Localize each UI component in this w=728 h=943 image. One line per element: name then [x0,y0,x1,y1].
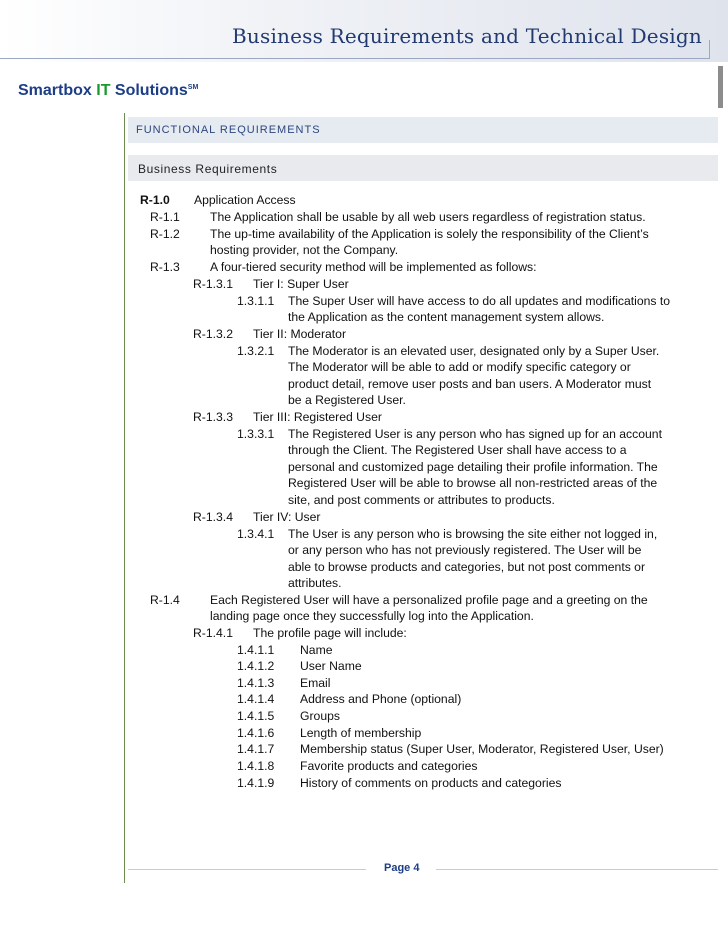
company-name [18,82,198,100]
profile-item-id: 1.4.1.2 [237,659,275,673]
profile-item-text: Favorite products and categories [300,759,478,773]
requirement-text: A four-tiered security method will be implemented as follows: [210,260,537,274]
requirement-text: through the Client. The Registered User shall have access to a [288,443,627,457]
section-heading-business [128,155,718,181]
footer-rule-left [128,869,366,870]
requirement-text: landing page once they successfully log into the Application. [210,609,534,623]
footer-rule-right [436,869,718,870]
requirement-id: R-1.3.2 [193,327,233,341]
requirement-text: attributes. [288,576,342,590]
profile-item-text: Name [300,643,333,657]
profile-item-id: 1.4.1.3 [237,676,275,690]
requirement-id: R-1.3.4 [193,510,233,524]
service-mark: SM [187,84,199,91]
profile-item-id: 1.4.1.9 [237,776,275,790]
requirement-id: 1.3.2.1 [237,344,275,358]
requirement-text: Registered User will be able to browse all non-restricted areas of the [288,476,658,490]
requirement-text: hosting provider, not the Company. [210,243,399,257]
profile-item-id: 1.4.1.5 [237,709,275,723]
right-margin-bar [718,66,723,108]
requirement-text: The up-time availability of the Application is solely the responsibility of the Client’s [210,227,649,241]
page-number: Page 4 [384,862,420,874]
requirement-id: R-1.0 [140,193,170,207]
margin-rule [124,113,125,883]
requirement-text: The profile page will include: [253,626,407,640]
profile-item-text: Membership status (Super User, Moderator, Registered User, User) [300,742,664,756]
header-tick [709,40,710,59]
requirement-id: R-1.3 [150,260,180,274]
requirement-text: The Registered User is any person who has signed up for an account [288,427,662,441]
requirement-text: be a Registered User. [288,393,406,407]
profile-item-id: 1.4.1.8 [237,759,275,773]
header-rule [0,58,710,59]
requirement-text: Each Registered User will have a personalized profile page and a greeting on the [210,593,648,607]
document-title: Business Requirements and Technical Design [232,24,702,48]
requirement-id: R-1.2 [150,227,180,241]
requirement-id: 1.3.4.1 [237,527,275,541]
requirement-text: or any person who has not previously registered. The User will be [288,543,642,557]
company-name-part1: Smartbox [18,82,97,99]
requirement-id: R-1.3.1 [193,277,233,291]
section-heading-business-text: Business Requirements [138,162,278,176]
requirement-text: Tier I: Super User [253,277,349,291]
profile-item-id: 1.4.1.1 [237,643,275,657]
requirement-id: R-1.3.3 [193,410,233,424]
requirement-text: product detail, remove user posts and ban users. A Moderator must [288,377,652,391]
requirement-text: the Application as the content management system allows. [288,310,605,324]
profile-item-id: 1.4.1.4 [237,692,275,706]
requirement-text: The Application shall be usable by all web users regardless of registration status. [210,210,646,224]
requirement-text: site, and post comments or attributes to products. [288,493,555,507]
requirement-id: R-1.4 [150,593,180,607]
company-name-part3: Solutions [110,82,188,99]
profile-item-text: Address and Phone (optional) [300,692,462,706]
requirement-id: 1.3.1.1 [237,294,275,308]
profile-item-text: History of comments on products and categories [300,776,562,790]
requirement-text: Tier II: Moderator [253,327,347,341]
profile-item-id: 1.4.1.7 [237,742,275,756]
requirement-text: Tier III: Registered User [253,410,382,424]
requirement-text: personal and customized page detailing their profile information. The [288,460,658,474]
profile-item-text: Length of membership [300,726,422,740]
requirement-text: The User is any person who is browsing the site either not logged in, [288,527,658,541]
requirement-text: The Super User will have access to do all updates and modifications to [288,294,671,308]
requirement-text: The Moderator will be able to add or modify specific category or [288,360,631,374]
section-heading-functional-text: FUNCTIONAL REQUIREMENTS [136,124,321,136]
section-heading-functional [128,117,718,143]
profile-item-text: Email [300,676,331,690]
requirement-text: Tier IV: User [253,510,321,524]
profile-item-id: 1.4.1.6 [237,726,275,740]
requirement-id: 1.3.3.1 [237,427,275,441]
profile-item-text: Groups [300,709,340,723]
requirement-text: able to browse products and categories, but not post comments or [288,560,646,574]
requirement-text: The Moderator is an elevated user, designated only by a Super User. [288,344,660,358]
requirement-id: R-1.4.1 [193,626,233,640]
requirement-id: R-1.1 [150,210,180,224]
profile-item-text: User Name [300,659,362,673]
requirement-text: Application Access [194,193,296,207]
company-name-it: IT [96,82,111,99]
